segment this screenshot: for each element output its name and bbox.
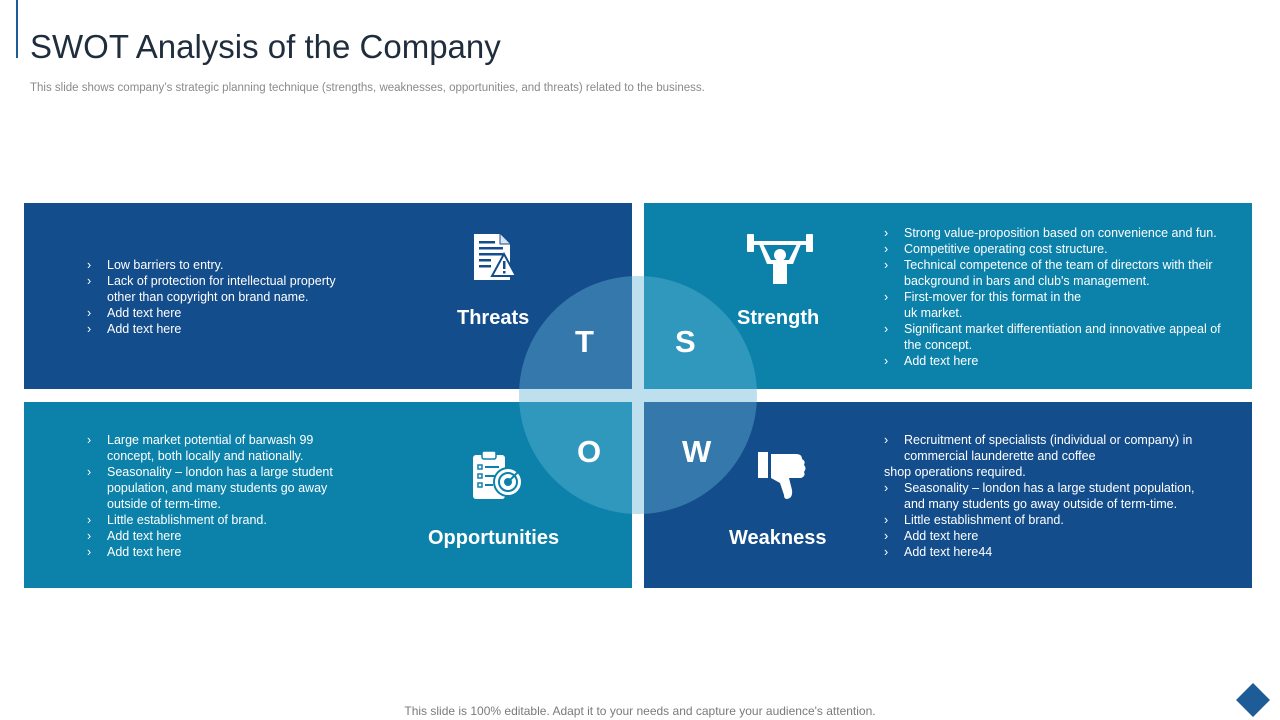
list-item: › Little establishment of brand. bbox=[884, 512, 1244, 528]
list-item: › Significant market differentiation and innovative appeal of bbox=[884, 321, 1244, 337]
list-item: › Lack of protection for intellectual property bbox=[87, 273, 377, 289]
opportunities-heading: Opportunities bbox=[428, 527, 560, 549]
threats-heading: Threats bbox=[457, 307, 530, 329]
strength-letter: S bbox=[675, 324, 696, 359]
list-item: › Competitive operating cost structure. bbox=[884, 241, 1244, 257]
list-item: other than copyright on brand name. bbox=[107, 290, 309, 304]
threats-letter: T bbox=[575, 324, 594, 359]
strength-heading: Strength bbox=[737, 307, 820, 329]
list-item: › Strong value-proposition based on convenience and fun. bbox=[884, 225, 1244, 241]
page-subtitle: This slide shows company’s strategic planning technique (strengths, weaknesses, opportunities, and threats) related to the business. bbox=[30, 82, 705, 94]
list-item: › Little establishment of brand. bbox=[87, 512, 377, 528]
opportunities-list bbox=[87, 432, 377, 560]
thumbs-down-icon bbox=[756, 450, 808, 502]
title-accent-bar bbox=[16, 0, 18, 58]
list-item: uk market. bbox=[904, 306, 963, 320]
list-item: › Recruitment of specialists (individual or company) in bbox=[884, 432, 1244, 448]
strength-list bbox=[884, 225, 1244, 369]
list-item: shop operations required. bbox=[884, 465, 1026, 479]
weakness-letter: W bbox=[682, 434, 712, 469]
list-item: outside of term-time. bbox=[107, 497, 221, 511]
threats-list bbox=[87, 257, 377, 337]
list-item: the concept. bbox=[904, 338, 973, 352]
footer-note: This slide is 100% editable. Adapt it to your needs and capture your audience's attention. bbox=[404, 704, 876, 718]
weakness-list bbox=[884, 432, 1244, 560]
list-item: › Large market potential of barwash 99 bbox=[87, 432, 377, 448]
list-item: and many students go away outside of term-time. bbox=[904, 497, 1178, 511]
list-item: › Add text here bbox=[87, 305, 377, 321]
weakness-heading: Weakness bbox=[729, 527, 827, 549]
list-item: › Add text here bbox=[884, 353, 1244, 369]
list-item: › Seasonality – london has a large student bbox=[87, 464, 377, 480]
list-item: › Add text here bbox=[87, 321, 377, 337]
swot-center-circle bbox=[519, 276, 757, 514]
list-item: › Add text here bbox=[87, 544, 377, 560]
opportunities-letter: O bbox=[577, 434, 602, 469]
list-item: › Add text here bbox=[87, 528, 377, 544]
page-title: SWOT Analysis of the Company bbox=[30, 28, 501, 65]
list-item: › Low barriers to entry. bbox=[87, 257, 377, 273]
list-item: concept, both locally and nationally. bbox=[107, 449, 304, 463]
list-item: › Add text here44 bbox=[884, 544, 1244, 560]
list-item: › Add text here bbox=[884, 528, 1244, 544]
warning-document-icon bbox=[470, 232, 518, 284]
list-item: population, and many students go away bbox=[107, 481, 328, 495]
list-item: › First-mover for this format in the bbox=[884, 289, 1244, 305]
list-item: › Technical competence of the team of directors with their bbox=[884, 257, 1244, 273]
clipboard-target-icon bbox=[470, 450, 524, 502]
weightlifter-icon bbox=[747, 232, 813, 286]
list-item: › Seasonality – london has a large student population, bbox=[884, 480, 1244, 496]
list-item: background in bars and club's management. bbox=[904, 274, 1150, 288]
list-item: commercial launderette and coffee bbox=[904, 449, 1096, 463]
